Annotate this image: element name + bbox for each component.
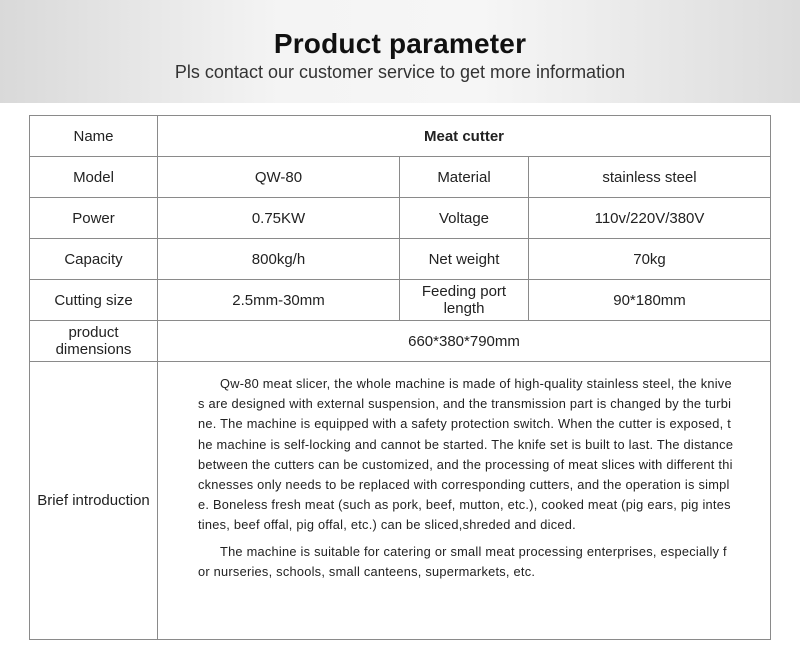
table-row [30,157,771,198]
capacity-value: 800kg/h [158,239,400,280]
dimensions-value: 660*380*790mm [158,321,771,362]
brief-paragraph: The machine is suitable for catering or small meat processing enterprises, especially for nurseries, schools, small canteens, supermarkets, etc. [198,543,727,579]
cutting-size-label: Cutting size [30,280,158,321]
dimensions-label: product dimensions [30,321,158,362]
table-row [30,239,771,280]
brief-text [158,362,771,640]
feeding-port-value: 90*180mm [529,280,771,321]
table-row-dimensions [30,321,771,362]
net-weight-value: 70kg [529,239,771,280]
cutting-size-value: 2.5mm-30mm [158,280,400,321]
name-label: Name [30,116,158,157]
table-row [30,198,771,239]
table-row-name [30,116,771,157]
table-row-brief [30,362,771,640]
material-label: Material [400,157,529,198]
power-label: Power [30,198,158,239]
model-value: QW-80 [158,157,400,198]
brief-paragraph: Qw-80 meat slicer, the whole machine is made of high-quality stainless steel, the knives are designed with external suspension, and the transmission part is changed by the turbine. The machine is equipped with a safety protection switch. When the cutter is exposed, the machine is self-locking and cannot be started. The knife set is built to last. The distance between the cutters can be customized, and the processing of meat slices with different thicknesses only needs to be replaced with corresponding cutters, and the operation is simple. Boneless fresh meat (such as pork, beef, mutton, etc.), cooked meat (pig ears, pig intestines, beef offal, pig offal, etc.) can be sliced,shreded and diced. [198,376,734,533]
page-title: Product parameter [273,28,527,59]
page-subtitle: Pls contact our customer service to get more information [174,62,626,82]
name-value: Meat cutter [158,116,771,157]
power-value: 0.75KW [158,198,400,239]
feeding-port-label: Feeding port length [400,280,529,321]
material-value: stainless steel [529,157,771,198]
voltage-value: 110v/220V/380V [529,198,771,239]
net-weight-label: Net weight [400,239,529,280]
voltage-label: Voltage [400,198,529,239]
header-banner [0,0,800,103]
capacity-label: Capacity [30,239,158,280]
brief-label: Brief introduction [30,362,158,640]
parameter-table [29,115,771,640]
table-row [30,280,771,321]
model-label: Model [30,157,158,198]
